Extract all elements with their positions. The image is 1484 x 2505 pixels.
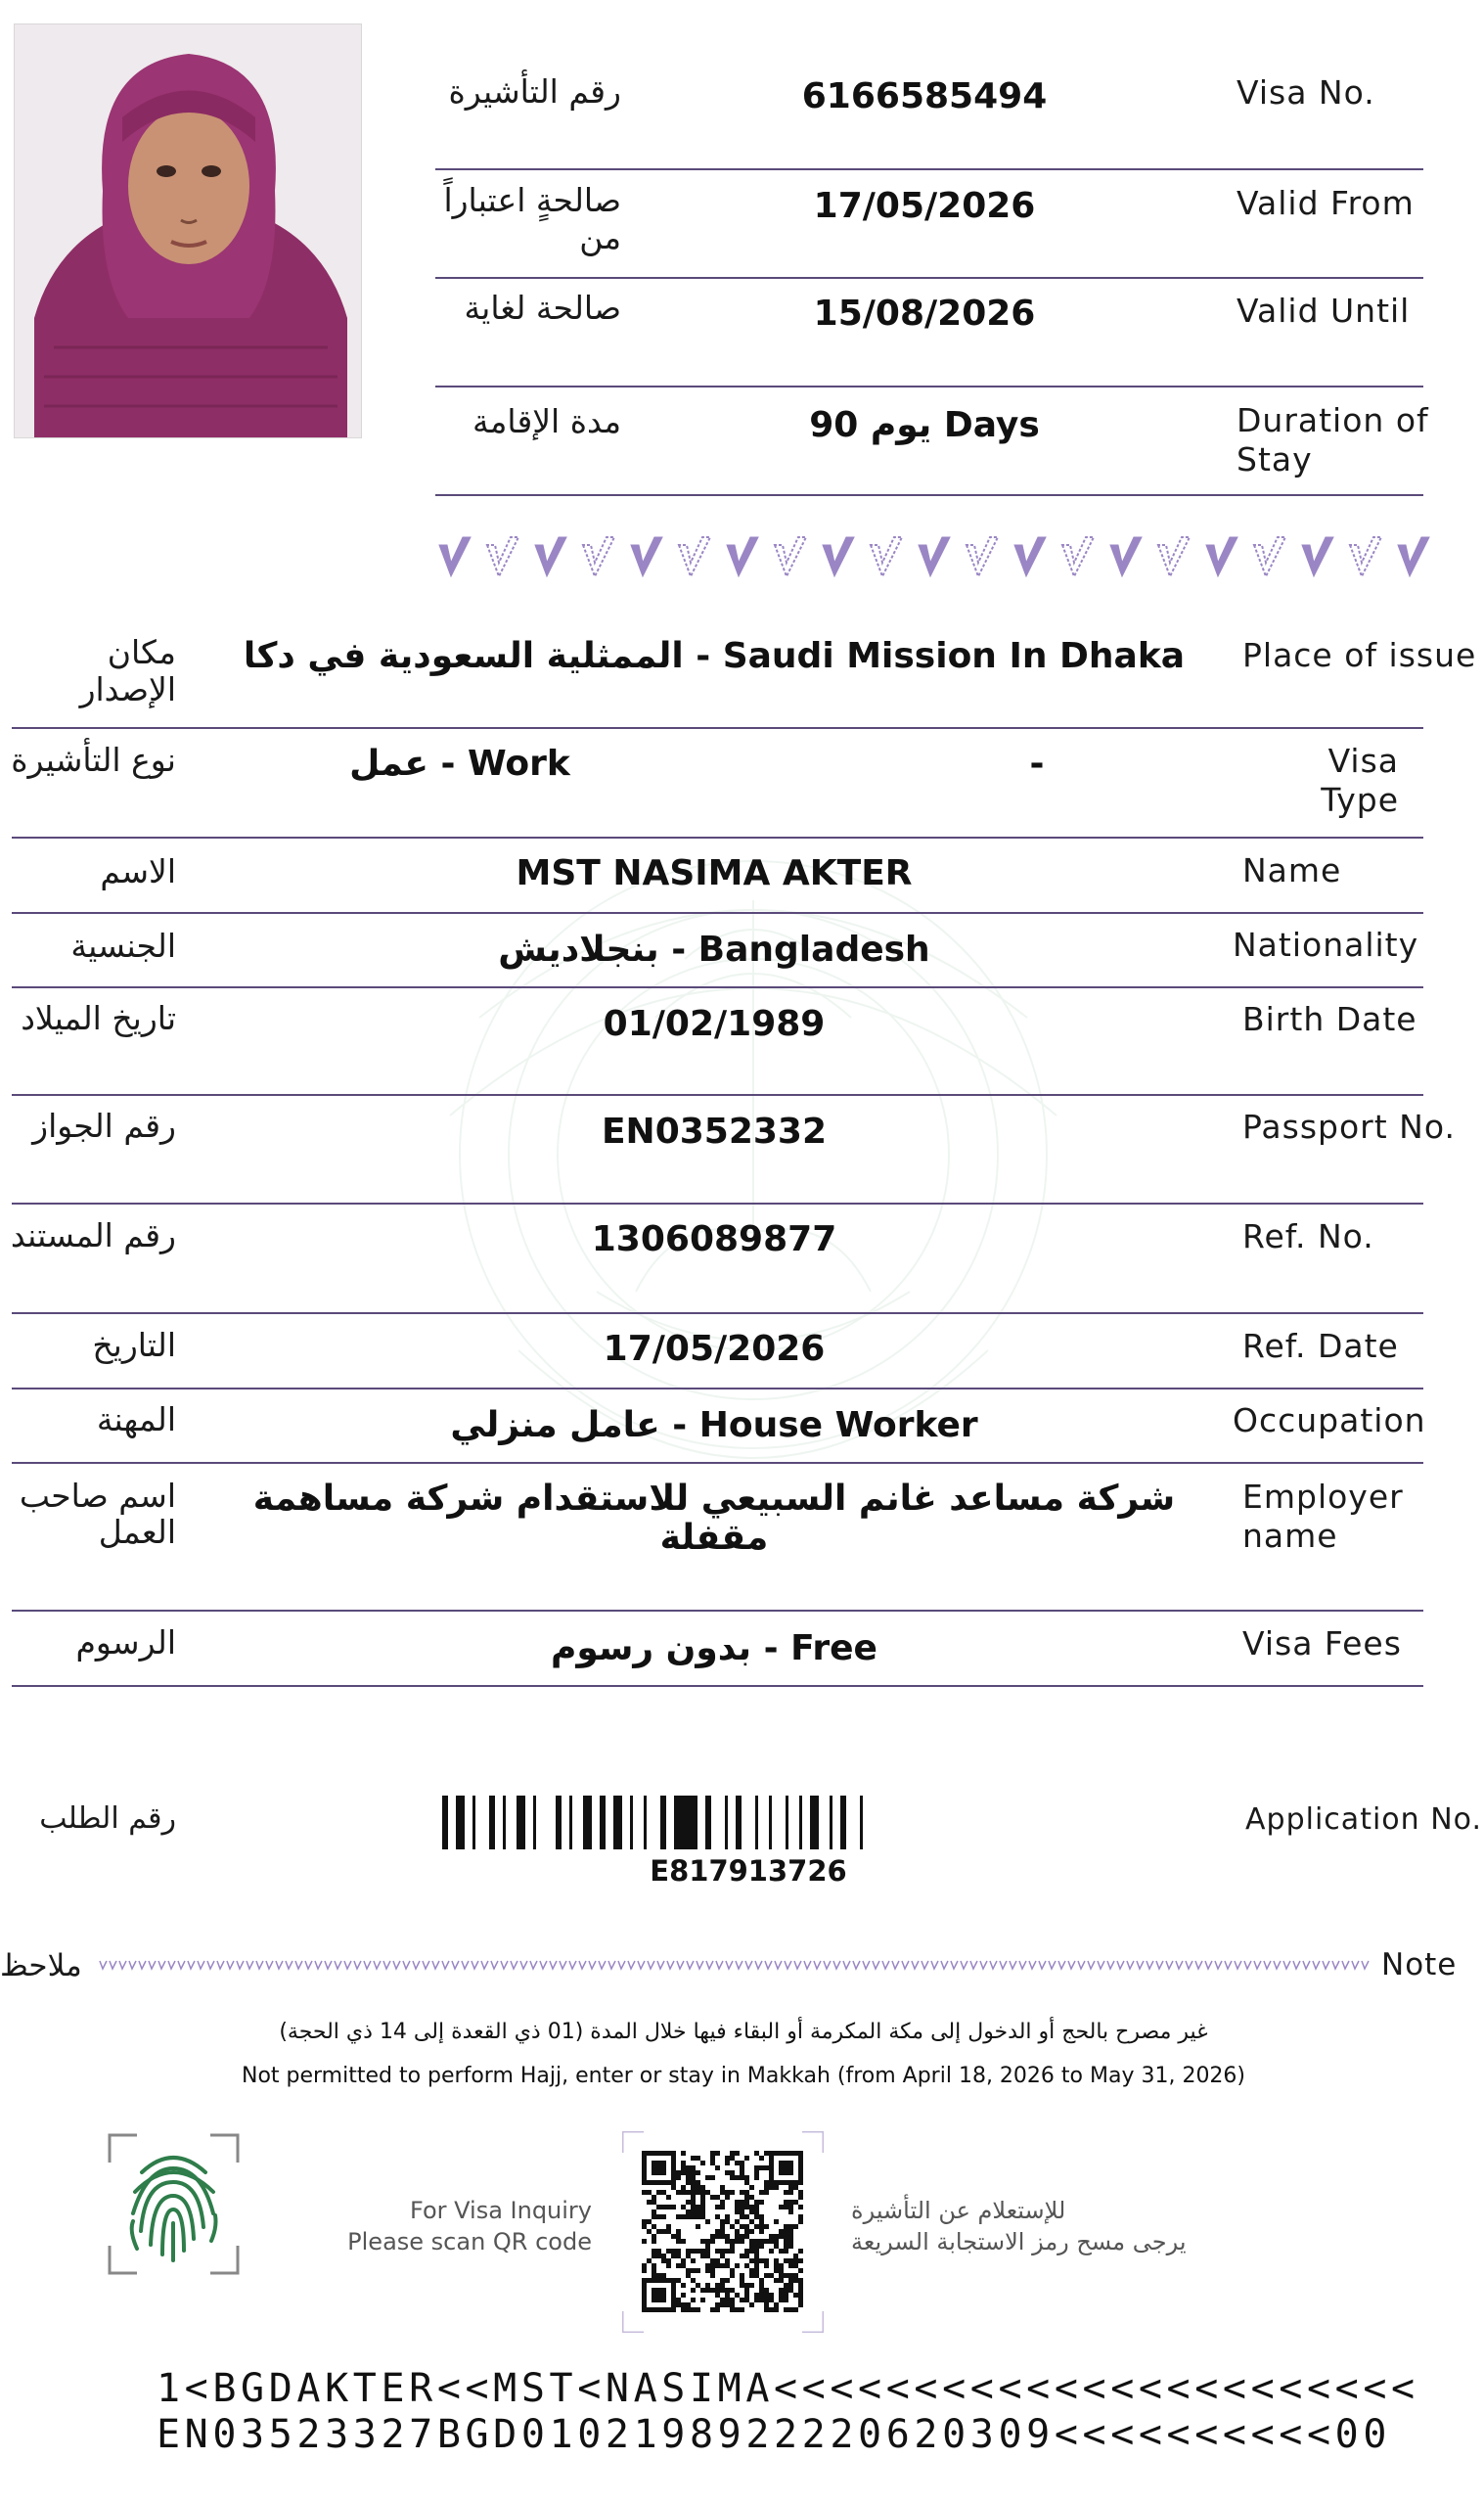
- note-divider-mark: [168, 1961, 175, 1969]
- note-divider-mark: [1058, 1961, 1065, 1969]
- barcode-bar: [860, 1796, 863, 1849]
- note-divider-mark: [833, 1961, 840, 1969]
- note-divider-mark: [501, 1961, 508, 1969]
- note-divider-mark: [266, 1961, 273, 1969]
- barcode-bar: [456, 1796, 465, 1849]
- mrz-line-2: EN03523327BGD0102198922220620309<<<<<<<<<<00: [157, 2412, 1392, 2457]
- note-divider-mark: [374, 1961, 381, 1969]
- note-divider-mark: [608, 1961, 615, 1969]
- note-divider-mark: [785, 1961, 791, 1969]
- barcode-bar: [674, 1796, 697, 1849]
- note-divider-mark: [1362, 1961, 1369, 1969]
- note-divider-mark: [511, 1961, 517, 1969]
- note-divider-mark: [1107, 1961, 1114, 1969]
- note-divider-mark: [423, 1961, 429, 1969]
- note-divider-mark: [1019, 1961, 1026, 1969]
- note-divider-mark: [697, 1961, 703, 1969]
- barcode-bar: [600, 1796, 606, 1849]
- note-divider-mark: [1147, 1961, 1153, 1969]
- barcode-bar: [517, 1796, 525, 1849]
- note-divider-mark: [1332, 1961, 1339, 1969]
- row-divider: [12, 1610, 1423, 1612]
- barcode-bar: [736, 1796, 742, 1849]
- note-divider-mark: [931, 1961, 938, 1969]
- note-divider-mark: [667, 1961, 674, 1969]
- valid-until-value: 15/08/2026: [813, 294, 1036, 334]
- note-divider-mark: [951, 1961, 958, 1969]
- note-divider-mark: [149, 1961, 156, 1969]
- valid-from-label-ar: صالحةٍ اعتباراً من: [443, 181, 621, 256]
- note-divider-mark: [198, 1961, 204, 1969]
- duration-value: 90 يوم Days: [809, 405, 1040, 445]
- note-divider-mark: [892, 1961, 899, 1969]
- note-divider-mark: [794, 1961, 801, 1969]
- row-divider: [12, 986, 1423, 988]
- note-divider-mark: [1078, 1961, 1085, 1969]
- note-divider-mark: [589, 1961, 596, 1969]
- note-divider-mark: [237, 1961, 244, 1969]
- barcode-bar: [533, 1796, 536, 1849]
- barcode-bar: [630, 1796, 633, 1849]
- qr-finder-pattern: [652, 2161, 666, 2175]
- note-divider-mark: [295, 1961, 302, 1969]
- security-check-mark: [583, 537, 614, 576]
- application-no-label-en: Application No.: [1245, 1802, 1482, 1837]
- valid-until-label-en: Valid Until: [1237, 292, 1411, 330]
- note-divider-mark: [1176, 1961, 1183, 1969]
- visa-fees-label-ar: الرسوم: [75, 1623, 176, 1662]
- barcode-bar: [799, 1796, 802, 1849]
- passport-no-value: EN0352332: [601, 1112, 828, 1152]
- nationality-label-ar: الجنسية: [70, 927, 176, 965]
- note-divider-mark: [726, 1961, 733, 1969]
- note-divider-mark: [432, 1961, 439, 1969]
- note-divider-mark: [1342, 1961, 1349, 1969]
- place-of-issue-value: الممثلية السعودية في دكا - Saudi Mission In Dhaka: [243, 636, 1186, 676]
- security-check-mark: [679, 537, 710, 576]
- barcode-bar: [583, 1796, 592, 1849]
- security-check-strip: [435, 533, 1433, 582]
- note-divider-mark: [1235, 1961, 1241, 1969]
- note-divider-mark: [1293, 1961, 1300, 1969]
- note-divider-mark: [716, 1961, 723, 1969]
- employer-value: شركة مساعد غانم السبيعي للاستقدام شركة مساهمة مقفلة: [252, 1479, 1176, 1558]
- note-divider-mark: [804, 1961, 811, 1969]
- note-divider-mark: [1137, 1961, 1144, 1969]
- ref-no-label-en: Ref. No.: [1242, 1217, 1374, 1255]
- qr-frame-corner: [802, 2311, 824, 2333]
- note-divider-mark: [814, 1961, 821, 1969]
- note-divider-mark: [481, 1961, 488, 1969]
- note-divider-mark: [736, 1961, 742, 1969]
- visa-no-label-ar: رقم التأشيرة: [448, 72, 621, 111]
- visa-type-secondary-value: -: [1029, 744, 1045, 784]
- note-divider-mark: [1215, 1961, 1222, 1969]
- visa-no-label-en: Visa No.: [1237, 73, 1375, 112]
- note-divider-mark: [100, 1961, 107, 1969]
- qr-finder-pattern: [652, 2288, 666, 2302]
- note-divider-mark: [119, 1961, 126, 1969]
- row-divider: [12, 1685, 1423, 1687]
- row-divider: [12, 727, 1423, 729]
- name-label-ar: الاسم: [100, 852, 176, 890]
- note-divider-mark: [1098, 1961, 1104, 1969]
- security-check-mark: [1398, 537, 1429, 576]
- birth-date-value: 01/02/1989: [603, 1004, 826, 1044]
- inquiry-line1-en: For Visa Inquiry: [410, 2197, 592, 2224]
- qr-finder-pattern: [779, 2161, 793, 2175]
- row-divider: [12, 837, 1423, 839]
- note-divider-mark: [462, 1961, 469, 1969]
- visa-type-label-en: Visa Type: [1321, 742, 1399, 819]
- note-divider-mark: [364, 1961, 371, 1969]
- note-divider-mark: [1244, 1961, 1251, 1969]
- note-divider-mark: [472, 1961, 478, 1969]
- row-divider: [435, 168, 1423, 170]
- passport-no-label-ar: رقم الجواز: [32, 1107, 176, 1145]
- note-divider-mark: [1166, 1961, 1173, 1969]
- note-divider-mark: [902, 1961, 909, 1969]
- note-divider-mark: [941, 1961, 948, 1969]
- barcode-bar: [472, 1796, 475, 1849]
- note-divider-mark: [1195, 1961, 1202, 1969]
- note-divider: [98, 1958, 1379, 1972]
- security-check-mark: [535, 537, 566, 576]
- applicant-photo: [14, 23, 362, 438]
- valid-from-label-en: Valid From: [1237, 184, 1415, 222]
- barcode-bar: [489, 1796, 495, 1849]
- note-divider-mark: [335, 1961, 341, 1969]
- note-divider-mark: [1127, 1961, 1134, 1969]
- duration-label-ar: مدة الإقامة: [472, 402, 621, 440]
- ref-date-label-en: Ref. Date: [1242, 1327, 1399, 1365]
- barcode-bar: [769, 1796, 772, 1849]
- note-divider-mark: [1205, 1961, 1212, 1969]
- row-divider: [12, 1094, 1423, 1096]
- security-check-mark: [823, 537, 854, 576]
- security-check-mark: [871, 537, 902, 576]
- note-text-en: Not permitted to perform Hajj, enter or stay in Makkah (from April 18, 2026 to May 31, 2026): [241, 2064, 1246, 2088]
- note-divider-mark: [990, 1961, 997, 1969]
- passport-no-label-en: Passport No.: [1242, 1108, 1456, 1146]
- note-divider-mark: [413, 1961, 420, 1969]
- security-check-mark: [1350, 537, 1381, 576]
- note-divider-mark: [286, 1961, 292, 1969]
- note-divider-mark: [1000, 1961, 1007, 1969]
- inquiry-line2-en: Please scan QR code: [347, 2228, 592, 2255]
- note-divider-mark: [980, 1961, 987, 1969]
- note-divider-mark: [1264, 1961, 1271, 1969]
- note-divider-mark: [217, 1961, 224, 1969]
- inquiry-text-en: [323, 2195, 592, 2257]
- birth-date-label-ar: تاريخ الميلاد: [21, 999, 176, 1037]
- note-divider-mark: [110, 1961, 116, 1969]
- security-check-mark: [1014, 537, 1046, 576]
- note-divider-mark: [315, 1961, 322, 1969]
- row-divider: [12, 1203, 1423, 1205]
- note-divider-mark: [1313, 1961, 1320, 1969]
- note-divider-mark: [560, 1961, 566, 1969]
- fingerprint-icon: [108, 2133, 240, 2275]
- inquiry-line2-ar: يرجى مسح رمز الاستجابة السريعة: [851, 2228, 1187, 2255]
- note-divider-mark: [1156, 1961, 1163, 1969]
- security-check-mark: [967, 537, 998, 576]
- note-divider-mark: [882, 1961, 889, 1969]
- security-check-mark: [631, 537, 662, 576]
- note-divider-mark: [207, 1961, 214, 1969]
- application-no-label-ar: رقم الطلب: [39, 1801, 176, 1836]
- note-divider-mark: [912, 1961, 919, 1969]
- barcode-bar: [442, 1796, 448, 1849]
- barcode-bar: [660, 1796, 666, 1849]
- note-divider-mark: [442, 1961, 449, 1969]
- barcode-bar: [810, 1796, 819, 1849]
- note-divider-mark: [1274, 1961, 1281, 1969]
- note-divider-mark: [1254, 1961, 1261, 1969]
- ref-no-value: 1306089877: [591, 1219, 837, 1259]
- note-divider-mark: [256, 1961, 263, 1969]
- note-text-ar: غير مصرح بالحج أو الدخول إلى مكة المكرمة أو البقاء فيها خلال المدة (01 ذي القعدة إلى 14 ذي الحجة): [279, 2020, 1208, 2044]
- note-label-en: Note: [1381, 1947, 1458, 1982]
- note-divider-mark: [677, 1961, 684, 1969]
- nationality-label-en: Nationality: [1233, 926, 1419, 964]
- note-divider-mark: [1225, 1961, 1232, 1969]
- note-divider-mark: [393, 1961, 400, 1969]
- note-divider-mark: [158, 1961, 165, 1969]
- row-divider: [435, 386, 1423, 387]
- visa-fees-value: بدون رسوم - Free: [551, 1628, 877, 1668]
- note-divider-mark: [1186, 1961, 1192, 1969]
- note-divider-mark: [775, 1961, 782, 1969]
- barcode-bar: [613, 1796, 622, 1849]
- note-divider-mark: [247, 1961, 253, 1969]
- note-divider-mark: [1088, 1961, 1095, 1969]
- security-check-mark: [1158, 537, 1190, 576]
- note-divider-mark: [452, 1961, 459, 1969]
- barcode-bar: [830, 1796, 832, 1849]
- security-check-mark: [1062, 537, 1094, 576]
- note-divider-mark: [628, 1961, 635, 1969]
- note-divider-mark: [599, 1961, 606, 1969]
- barcode-bar: [705, 1796, 711, 1849]
- row-divider: [12, 1388, 1423, 1389]
- note-divider-mark: [569, 1961, 576, 1969]
- occupation-value: عامل منزلي - House Worker: [450, 1405, 978, 1445]
- birth-date-label-en: Birth Date: [1242, 1000, 1417, 1038]
- note-divider-mark: [1049, 1961, 1056, 1969]
- barcode-bar: [503, 1796, 506, 1849]
- barcode-bar: [644, 1796, 647, 1849]
- note-divider-mark: [344, 1961, 351, 1969]
- security-check-mark: [1110, 537, 1142, 576]
- note-divider-mark: [755, 1961, 762, 1969]
- security-check-mark: [1254, 537, 1285, 576]
- security-check-mark: [1302, 537, 1333, 576]
- inquiry-line1-ar: للإستعلام عن التأشيرة: [851, 2197, 1066, 2224]
- note-divider-mark: [1323, 1961, 1329, 1969]
- security-check-mark: [727, 537, 758, 576]
- valid-from-value: 17/05/2026: [813, 186, 1036, 226]
- note-divider-mark: [325, 1961, 332, 1969]
- security-check-mark: [439, 537, 471, 576]
- note-divider-mark: [530, 1961, 537, 1969]
- application-barcode: [442, 1796, 1054, 1849]
- security-check-mark: [919, 537, 950, 576]
- note-divider-mark: [873, 1961, 879, 1969]
- row-divider: [12, 1312, 1423, 1314]
- note-divider-mark: [1068, 1961, 1075, 1969]
- visa-type-value: عمل - Work: [349, 744, 570, 784]
- place-of-issue-label-ar: مكان الإصدار: [79, 633, 176, 708]
- note-divider-mark: [638, 1961, 645, 1969]
- visa-fees-label-en: Visa Fees: [1242, 1624, 1402, 1662]
- note-divider-mark: [227, 1961, 234, 1969]
- note-divider-mark: [863, 1961, 870, 1969]
- note-divider-mark: [1303, 1961, 1310, 1969]
- ref-date-label-ar: التاريخ: [92, 1326, 176, 1364]
- note-divider-mark: [550, 1961, 557, 1969]
- note-divider-mark: [922, 1961, 928, 1969]
- note-divider-mark: [1352, 1961, 1359, 1969]
- place-of-issue-label-en: Place of issue: [1242, 636, 1477, 674]
- note-divider-mark: [188, 1961, 195, 1969]
- barcode-bar: [786, 1796, 788, 1849]
- duration-label-en: Duration of Stay: [1237, 401, 1429, 478]
- note-divider-mark: [1283, 1961, 1290, 1969]
- note-divider-mark: [824, 1961, 831, 1969]
- note-divider-mark: [765, 1961, 772, 1969]
- note-divider-mark: [843, 1961, 850, 1969]
- mrz-line-1: 1<BGDAKTER<<MST<NASIMA<<<<<<<<<<<<<<<<<<<<<<<: [157, 2366, 1419, 2411]
- ref-no-label-ar: رقم المستند: [10, 1216, 176, 1254]
- note-divider-mark: [657, 1961, 664, 1969]
- portrait-image: [15, 24, 362, 438]
- barcode-bar: [556, 1796, 562, 1849]
- name-value: MST NASIMA AKTER: [516, 853, 913, 893]
- row-divider: [12, 1462, 1423, 1464]
- note-divider-mark: [853, 1961, 860, 1969]
- note-divider-mark: [491, 1961, 498, 1969]
- note-divider-mark: [1029, 1961, 1036, 1969]
- note-divider-mark: [178, 1961, 185, 1969]
- barcode-bar: [840, 1796, 846, 1849]
- barcode-bar: [755, 1796, 758, 1849]
- note-divider-mark: [970, 1961, 977, 1969]
- application-no-value: E817913726: [650, 1854, 847, 1888]
- qr-frame-corner: [622, 2311, 644, 2333]
- note-divider-mark: [706, 1961, 713, 1969]
- row-divider: [12, 912, 1423, 914]
- barcode-bar: [569, 1796, 572, 1849]
- note-divider-mark: [276, 1961, 283, 1969]
- row-divider: [435, 494, 1423, 496]
- ref-date-value: 17/05/2026: [603, 1329, 826, 1369]
- valid-until-label-ar: صالحة لغاية: [464, 289, 621, 327]
- note-divider-mark: [383, 1961, 390, 1969]
- note-divider-mark: [648, 1961, 654, 1969]
- note-label-ar: ملاحظ: [0, 1948, 82, 1983]
- note-divider-mark: [579, 1961, 586, 1969]
- qr-frame-corner: [622, 2131, 644, 2153]
- occupation-label-ar: المهنة: [96, 1400, 176, 1438]
- visa-type-label-ar: نوع التأشيرة: [11, 741, 176, 779]
- note-divider-mark: [305, 1961, 312, 1969]
- name-label-en: Name: [1242, 851, 1342, 889]
- security-check-mark: [1206, 537, 1237, 576]
- note-divider-mark: [403, 1961, 410, 1969]
- employer-label-en: Employer name: [1242, 1478, 1404, 1555]
- note-divider-mark: [139, 1961, 146, 1969]
- visa-no-value: 6166585494: [801, 76, 1048, 116]
- note-divider-mark: [129, 1961, 136, 1969]
- security-check-mark: [487, 537, 518, 576]
- nationality-value: بنجلاديش - Bangladesh: [498, 930, 930, 970]
- note-divider-mark: [354, 1961, 361, 1969]
- note-divider-mark: [520, 1961, 527, 1969]
- note-divider-mark: [1117, 1961, 1124, 1969]
- note-divider-mark: [540, 1961, 547, 1969]
- note-divider-mark: [687, 1961, 694, 1969]
- note-divider-mark: [1010, 1961, 1016, 1969]
- security-check-mark: [775, 537, 806, 576]
- qr-frame-corner: [802, 2131, 824, 2153]
- qr-code: [622, 2131, 824, 2333]
- occupation-label-en: Occupation: [1233, 1401, 1426, 1439]
- note-divider-mark: [618, 1961, 625, 1969]
- employer-label-ar: اسم صاحب العمل: [19, 1477, 176, 1551]
- barcode-bar: [725, 1796, 728, 1849]
- note-divider-mark: [745, 1961, 752, 1969]
- note-divider-mark: [961, 1961, 967, 1969]
- note-divider-mark: [1039, 1961, 1046, 1969]
- row-divider: [435, 277, 1423, 279]
- inquiry-text-ar: [851, 2195, 1193, 2257]
